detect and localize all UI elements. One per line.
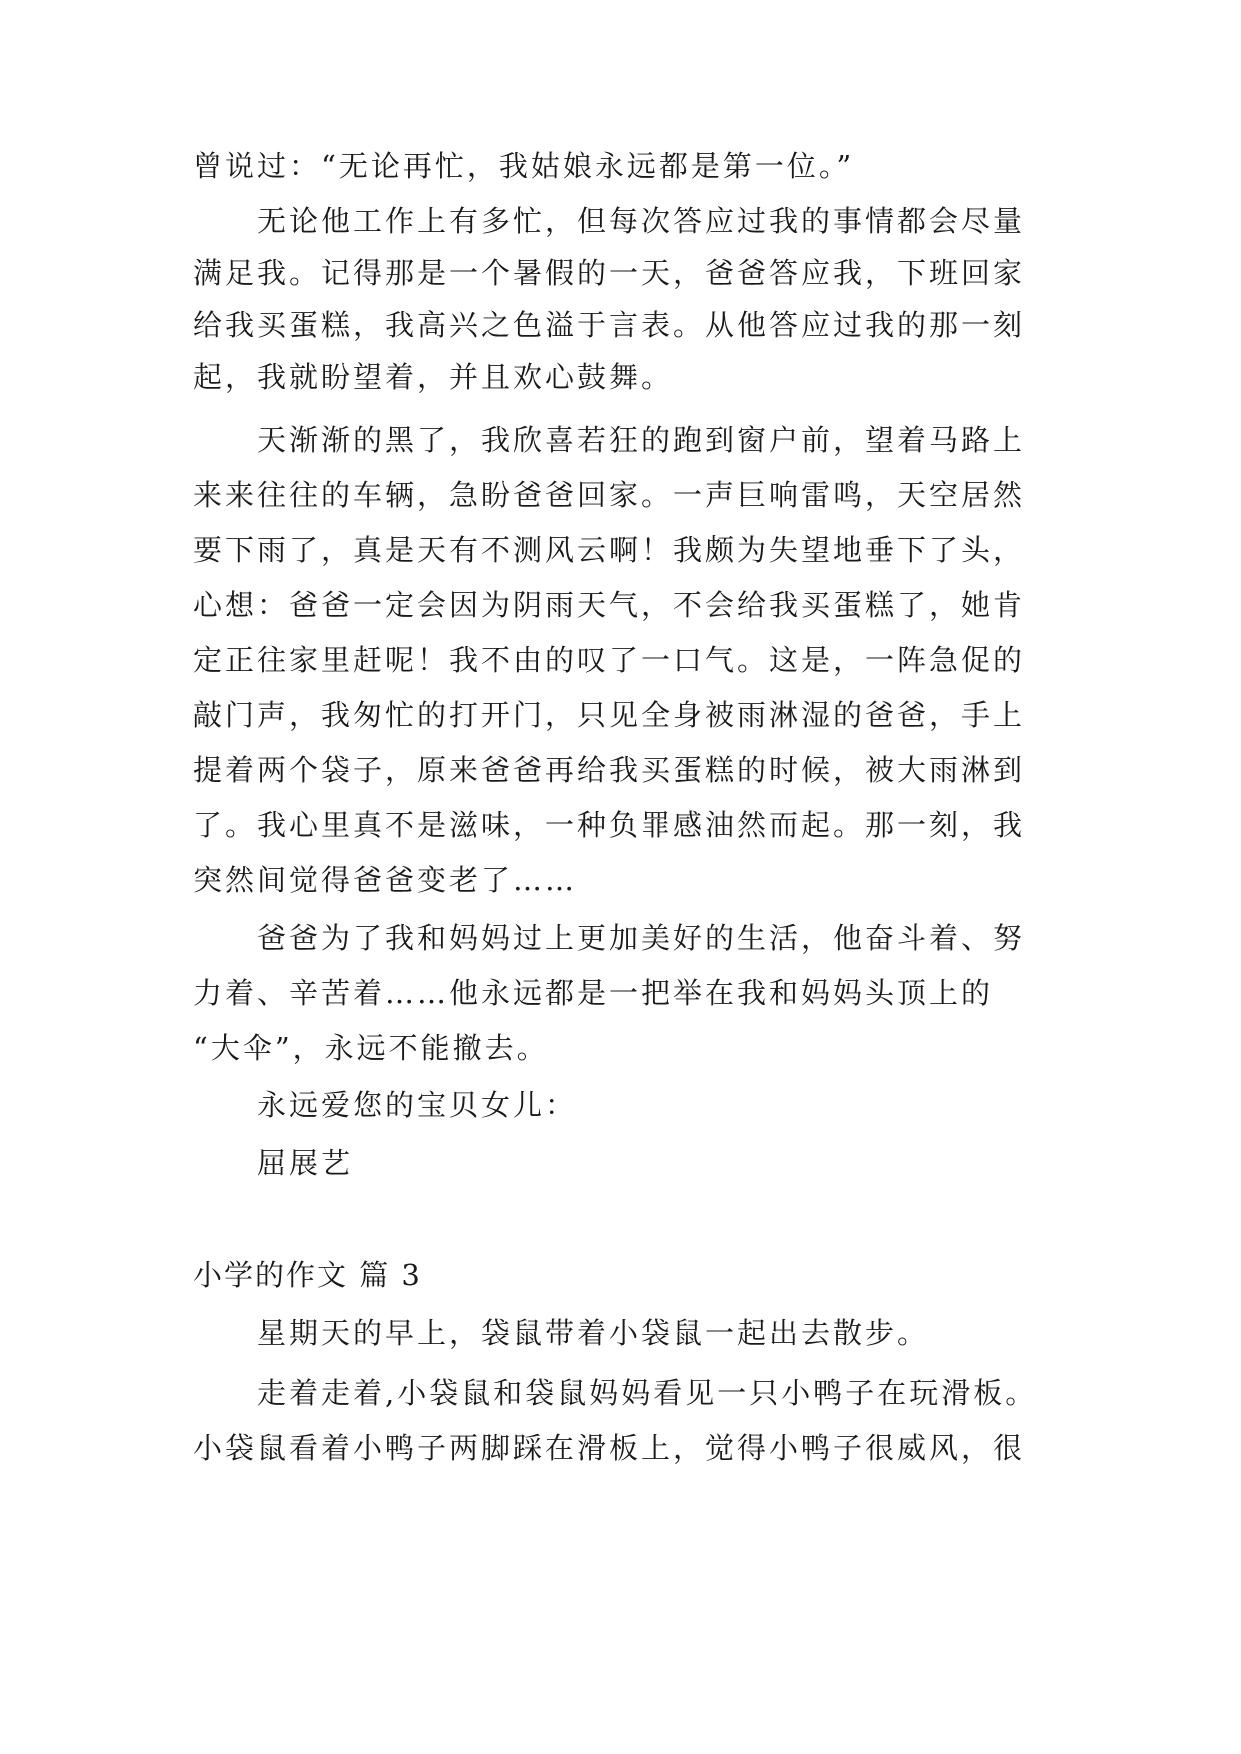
text-line: “大伞”，永远不能撤去。: [193, 1031, 549, 1065]
text-line: 走着走着,小袋鼠和袋鼠妈妈看见一只小鸭子在玩滑板。: [257, 1376, 1038, 1410]
text-line: 曾说过：“无论再忙，我姑娘永远都是第一位。”: [193, 149, 855, 183]
section-heading: 小学的作文 篇 3: [193, 1258, 422, 1292]
text-line: 天渐渐的黑了，我欣喜若狂的跑到窗户前，望着马路上: [257, 423, 1026, 457]
text-line: 爸爸为了我和妈妈过上更加美好的生活，他奋斗着、努: [257, 921, 1026, 955]
text-line: 提着两个袋子，原来爸爸再给我买蛋糕的时候，被大雨淋到: [193, 753, 1026, 787]
text-line: 力着、辛苦着……他永远都是一把举在我和妈妈头顶上的: [193, 976, 994, 1010]
text-line: 定正往家里赶呢！我不由的叹了一口气。这是，一阵急促的: [193, 643, 1026, 677]
text-line: 星期天的早上，袋鼠带着小袋鼠一起出去散步。: [257, 1316, 930, 1350]
text-line: 了。我心里真不是滋味，一种负罪感油然而起。那一刻，我: [193, 808, 1026, 842]
text-line: 心想：爸爸一定会因为阴雨天气，不会给我买蛋糕了，她肯: [193, 588, 1026, 622]
signature: 屈展艺: [257, 1146, 354, 1180]
text-line: 小袋鼠看着小鸭子两脚踩在滑板上，觉得小鸭子很威风，很: [193, 1431, 1026, 1465]
text-line: 敲门声，我匆忙的打开门，只见全身被雨淋湿的爸爸，手上: [193, 698, 1026, 732]
text-line: 给我买蛋糕，我高兴之色溢于言表。从他答应过我的那一刻: [193, 308, 1026, 342]
text-line: 来来往往的车辆，急盼爸爸回家。一声巨响雷鸣，天空居然: [193, 478, 1026, 512]
closing-line: 永远爱您的宝贝女儿：: [257, 1088, 578, 1122]
text-line: 突然间觉得爸爸变老了……: [193, 863, 578, 897]
text-line: 满足我。记得那是一个暑假的一天，爸爸答应我，下班回家: [193, 256, 1026, 290]
text-line: 无论他工作上有多忙，但每次答应过我的事情都会尽量: [257, 204, 1026, 238]
text-line: 要下雨了，真是天有不测风云啊！我颇为失望地垂下了头，: [193, 533, 1026, 567]
text-line: 起，我就盼望着，并且欢心鼓舞。: [193, 360, 674, 394]
